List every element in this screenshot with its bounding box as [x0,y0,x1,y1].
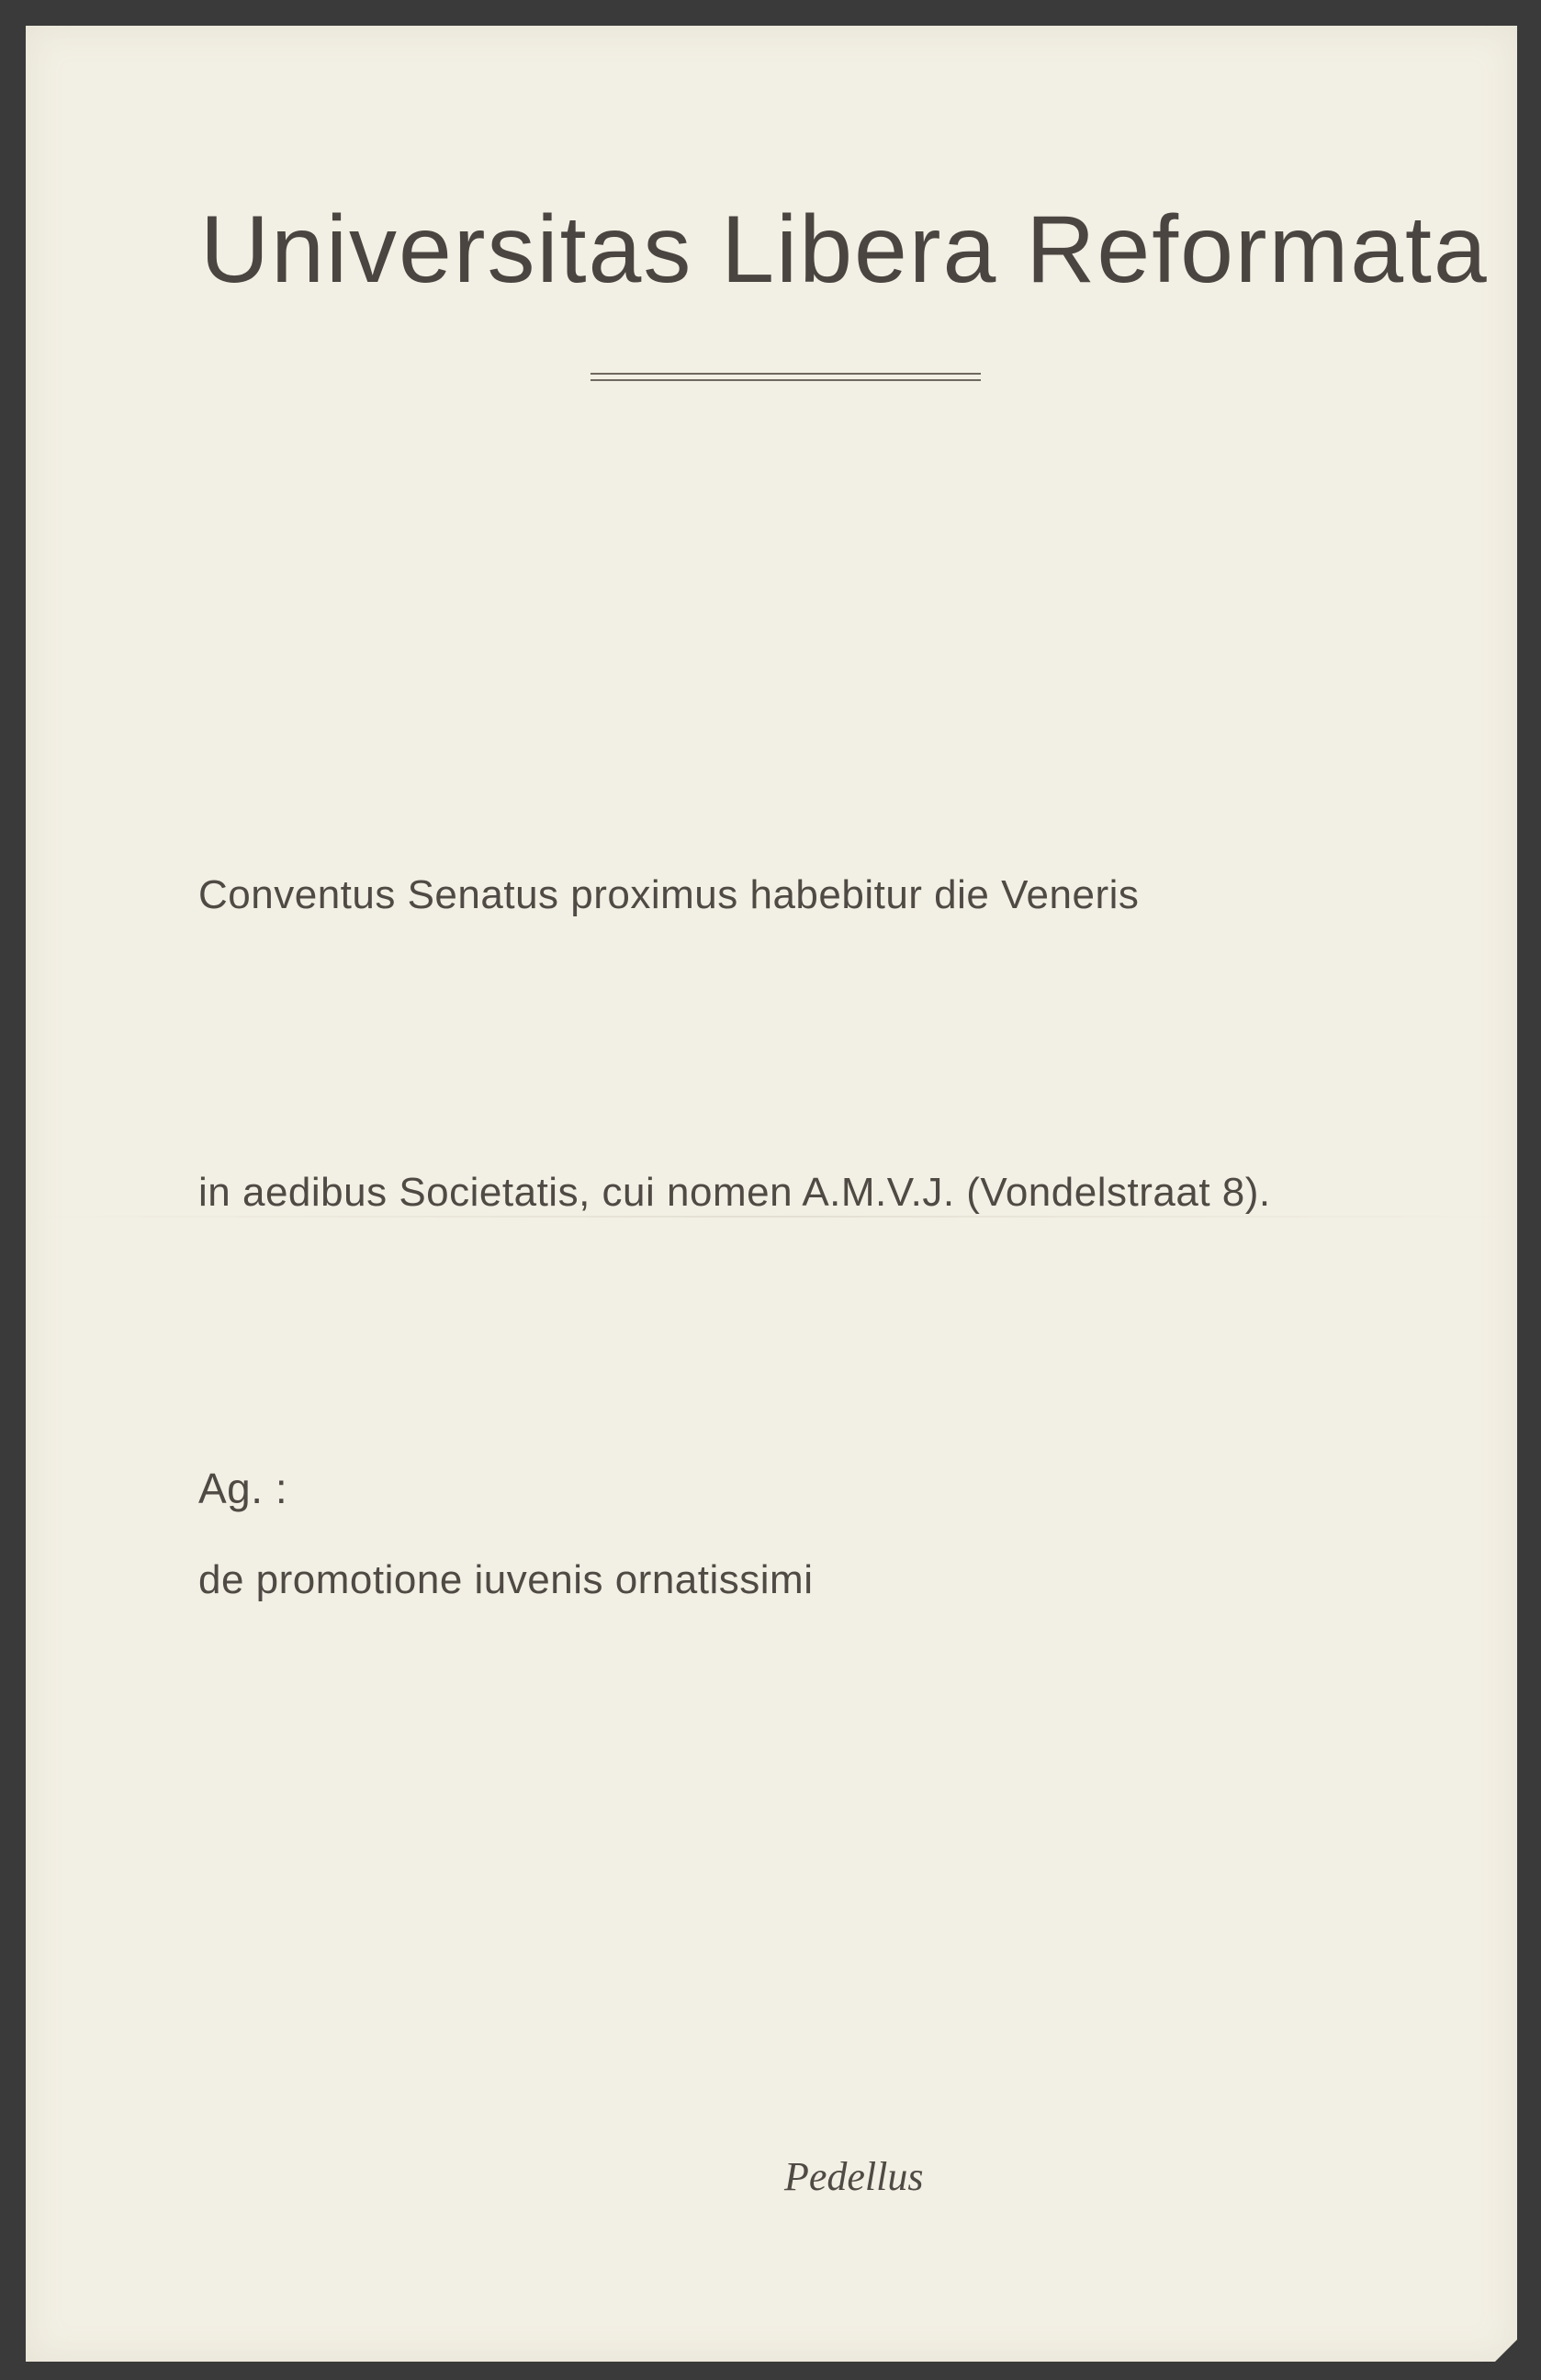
folded-corner [1495,2340,1517,2362]
document-title: Universitas Libera Reformata [200,196,1489,303]
meeting-announcement: Conventus Senatus proximus habebitur die Veneris [198,872,1140,917]
agenda-item: de promotione iuvenis ornatissimi [198,1557,814,1602]
signature: Pedellus [784,2154,924,2199]
title-double-rule-bottom [591,379,981,381]
agenda-label: Ag. : [198,1465,288,1512]
meeting-location: in aedibus Societatis, cui nomen A.M.V.J. (Vondelstraat 8). [198,1170,1271,1215]
document-sheet [26,26,1517,2362]
fold-crease [26,1216,1517,1218]
title-double-rule-top [591,373,981,375]
